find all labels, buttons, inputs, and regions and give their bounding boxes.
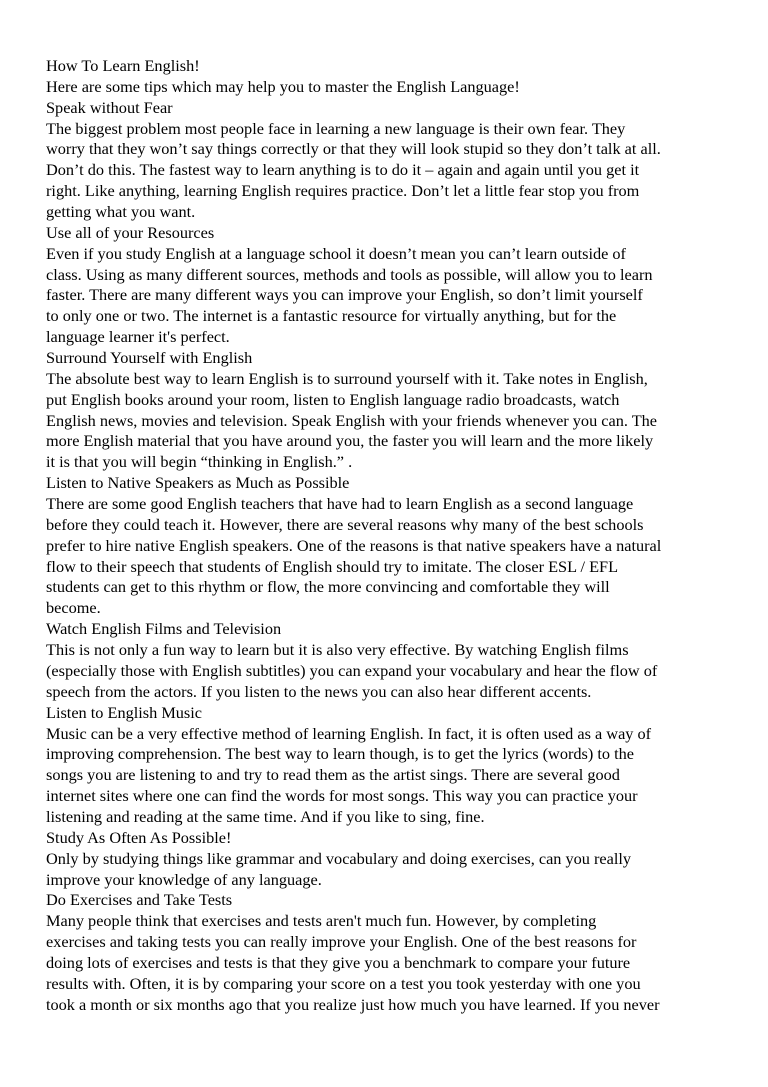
intro-line: Here are some tips which may help you to master the English Language! [46, 76, 520, 96]
text-line: Even if you study English at a language school it doesn’t mean you can’t learn outside of [46, 243, 626, 263]
text-line: took a month or six months ago that you realize just how much you have learned. If you never [46, 994, 660, 1014]
text-line: students can get to this rhythm or flow, the more convincing and comfortable they will [46, 577, 610, 597]
text-line: listening and reading at the same time. And if you like to sing, fine. [46, 806, 485, 826]
text-line: language learner it's perfect. [46, 327, 230, 347]
heading-use-all-resources: Use all of your Resources [46, 222, 215, 242]
text-line: The absolute best way to learn English is to surround yourself with it. Take notes in English, [46, 368, 648, 388]
text-line: There are some good English teachers that have had to learn English as a second language [46, 494, 634, 514]
text-line: faster. There are many different ways you can improve your English, so don’t limit yourself [46, 285, 643, 305]
text-line: improving comprehension. The best way to learn though, is to get the lyrics (words) to the [46, 744, 634, 764]
text-line: speech from the actors. If you listen to the news you can also hear different accents. [46, 681, 592, 701]
text-line: to only one or two. The internet is a fantastic resource for virtually anything, but for the [46, 306, 617, 326]
text-line: doing lots of exercises and tests is that they give you a benchmark to compare your future [46, 952, 631, 972]
heading-english-music: Listen to English Music [46, 702, 203, 722]
text-line: Many people think that exercises and tests aren't much fun. However, by completing [46, 911, 597, 931]
text-line: Music can be a very effective method of learning English. In fact, it is often used as a way of [46, 723, 652, 743]
text-line: more English material that you have around you, the faster you will learn and the more likely [46, 431, 654, 451]
text-line: getting what you want. [46, 202, 196, 222]
text-line: (especially those with English subtitles) you can expand your vocabulary and hear the flow of [46, 660, 658, 680]
text-line: worry that they won’t say things correctly or that they will look stupid so they don’t talk at all. [46, 139, 661, 159]
heading-speak-without-fear: Speak without Fear [46, 97, 173, 117]
document-title: How To Learn English! [46, 56, 200, 75]
text-line: it is that you will begin “thinking in English.” . [46, 452, 353, 472]
text-line: Don’t do this. The fastest way to learn anything is to do it – again and again until you get it [46, 160, 640, 180]
text-line: internet sites where one can find the words for most songs. This way you can practice your [46, 786, 638, 806]
text-line: class. Using as many different sources, methods and tools as possible, will allow you to learn [46, 264, 653, 284]
text-line: prefer to hire native English speakers. One of the reasons is that native speakers have a natural [46, 535, 662, 555]
text-line: The biggest problem most people face in learning a new language is their own fear. They [46, 118, 626, 138]
text-line: put English books around your room, listen to English language radio broadcasts, watch [46, 389, 620, 409]
text-line: improve your knowledge of any language. [46, 869, 322, 889]
text-line: results with. Often, it is by comparing your score on a test you took yesterday with one you [46, 973, 641, 993]
heading-surround-yourself: Surround Yourself with English [46, 348, 253, 368]
heading-native-speakers: Listen to Native Speakers as Much as Possible [46, 473, 350, 493]
text-line: flow to their speech that students of English should try to imitate. The closer ESL / EFL [46, 556, 619, 576]
text-line: This is not only a fun way to learn but it is also very effective. By watching English films [46, 640, 629, 660]
heading-films-television: Watch English Films and Television [46, 619, 282, 639]
text-line: English news, movies and television. Speak English with your friends whenever you can. The [46, 410, 658, 430]
document-body [46, 56, 736, 1016]
text-line: before they could teach it. However, there are several reasons why many of the best schools [46, 514, 644, 534]
text-line: exercises and taking tests you can really improve your English. One of the best reasons for [46, 932, 637, 952]
text-line: right. Like anything, learning English requires practice. Don’t let a little fear stop you from [46, 181, 640, 201]
text-line: Only by studying things like grammar and vocabulary and doing exercises, can you really [46, 848, 632, 868]
text-line: become. [46, 598, 101, 618]
heading-exercises-tests: Do Exercises and Take Tests [46, 890, 233, 910]
text-line: songs you are listening to and try to read them as the artist sings. There are several good [46, 765, 620, 785]
heading-study-often: Study As Often As Possible! [46, 827, 232, 847]
